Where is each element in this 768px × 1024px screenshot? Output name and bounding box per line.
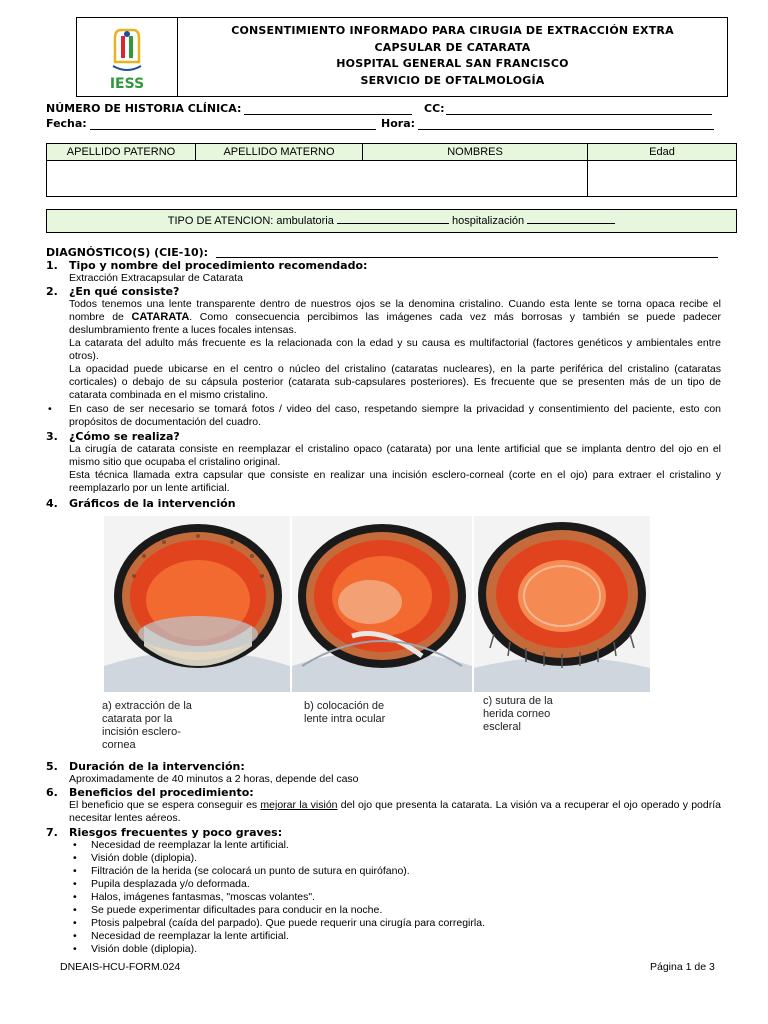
historia-field[interactable] [244,114,412,115]
section-5-text: Aproximadamente de 40 minutos a 2 horas, depende del caso [69,773,359,785]
diagnostico-field[interactable] [216,257,718,258]
bullet-icon: • [73,839,77,851]
tipo-atencion-label: TIPO DE ATENCION: ambulatoria [167,215,334,227]
section-4-num: 4. [46,497,58,510]
bullet-icon: • [73,878,77,890]
cc-label: CC: [424,102,445,115]
section-5-num: 5. [46,760,58,773]
section-7-list [69,839,721,956]
section-2-para-2: La catarata del adulto más frecuente es la relacionada con la edad y su causa es multifactorial (factores genéticos y ambientales entre otros). [69,337,721,362]
page-number: Página 1 de 3 [650,961,715,973]
caption-a: a) extracción de la catarata por la incisión esclero-cornea [102,700,192,751]
mejorar-vision-emphasis: mejorar la visión [260,799,338,811]
section-2-bullet: En caso de ser necesario se tomará fotos / video del caso, respetando siempre la privacidad y consentimiento del paciente, esto con propósitos de documentación del cuadro. [69,403,721,428]
section-2-para-3: La opacidad puede ubicarse en el centro o núcleo del cristalino (cataratas nucleares), en la parte periférica del cristalino (cataratas corticales) o debajo de su cápsula posterior (catarata sub-capsulares posteriores). Es frecuente que se presenten más de un tipo de catarata combinada en el mismo cristalino. [69,363,721,401]
hospitalizacion-label: hospitalización [451,215,525,227]
section-3-para-1: La cirugía de catarata consiste en reemplazar el cristalino opaco (catarata) por una lente artificial que se implanta dentro del ojo en el mismo sitio que ocupaba el cristalino original. [69,443,721,468]
risk-item: • Halos, imágenes fantasmas, "moscas volantes". [73,891,315,903]
iess-logo-text: IESS [109,76,145,92]
historia-label: NÚMERO DE HISTORIA CLÍNICA: [46,102,242,115]
cc-field[interactable] [446,114,712,115]
ambulatoria-field[interactable] [337,213,449,224]
title-line-3: HOSPITAL GENERAL SAN FRANCISCO [336,57,569,70]
section-4-title: Gráficos de la intervención [69,497,236,510]
caption-c: c) sutura de la herida corneo escleral [483,695,553,733]
header-nombres: NOMBRES [447,146,503,158]
title-line-4: SERVICIO DE OFTALMOLOGÍA [360,73,545,87]
section-2-title: ¿En qué consiste? [69,285,180,298]
illustration-extraction [104,516,290,692]
risk-item: • Pupila desplazada y/o deformada. [73,878,250,890]
risk-item: • Necesidad de reemplazar la lente artificial. [73,839,289,851]
section-7-title: Riesgos frecuentes y poco graves: [69,826,283,839]
risk-item: • Se puede experimentar dificultades para conducir en la noche. [73,904,383,916]
section-3-title: ¿Cómo se realiza? [69,430,180,443]
edad-field[interactable] [588,161,736,196]
form-code: DNEAIS-HCU-FORM.024 [60,961,181,973]
section-2-num: 2. [46,285,58,298]
title-line-2: CAPSULAR DE CATARATA [374,40,531,54]
fecha-label: Fecha: [46,117,87,130]
document-header [76,17,728,97]
section-1-text: Extracción Extracapsular de Catarata [69,272,243,284]
hora-label: Hora: [381,117,416,130]
bullet-icon: • [48,403,52,415]
caption-b: b) colocación de lente intra ocular [304,700,386,725]
section-3-num: 3. [46,430,58,443]
catarata-emphasis: CATARATA [131,311,190,323]
bullet-icon: • [73,865,77,877]
bullet-icon: • [73,943,77,955]
risk-item: • Filtración de la herida (se colocará un punto de sutura en quirófano). [73,865,410,877]
tipo-atencion-row [46,209,737,233]
risk-item: • Visión doble (diplopia). [73,852,198,864]
fecha-field[interactable] [90,129,376,130]
risk-item: • Ptosis palpebral (caída del parpado). Que puede requerir una cirugía para corregirla. [73,917,485,929]
section-6-num: 6. [46,786,58,799]
section-6-text: El beneficio que se espera conseguir es mejorar la visión del ojo que presenta la catarata. La visión va a recuperar el ojo operado y podría necesitar lentes aéreos. [69,799,721,824]
section-5-title: Duración de la intervención: [69,760,245,773]
header-edad: Edad [649,146,675,158]
title-line-1: CONSENTIMIENTO INFORMADO PARA CIRUGIA DE EXTRACCIÓN EXTRA [231,24,674,37]
bullet-icon: • [73,930,77,942]
bullet-icon: • [73,891,77,903]
section-1-num: 1. [46,259,58,272]
names-field[interactable] [47,161,587,196]
illustration-suture [474,516,650,692]
section-3-para-2: Esta técnica llamada extra capsular que consiste en realizar una incisión esclero-corneal (corte en el ojo) para extraer el cristalino y reemplazarlo por un lente artificial. [69,469,721,494]
hora-field[interactable] [418,129,714,130]
header-apellido-materno: APELLIDO MATERNO [223,146,335,158]
iess-logo [77,18,178,96]
header-apellido-paterno: APELLIDO PATERNO [66,146,176,158]
illustration-lens-placement [292,516,472,692]
bullet-icon: • [73,904,77,916]
diagnostico-label: DIAGNÓSTICO(S) (CIE-10): [46,246,209,259]
bullet-icon: • [73,917,77,929]
hospitalizacion-field[interactable] [527,213,615,224]
section-6-title: Beneficios del procedimiento: [69,786,254,799]
risk-item: • Visión doble (diplopia). [73,943,198,955]
patient-name-table [46,143,737,197]
bullet-icon: • [73,852,77,864]
section-2-para-1: Todos tenemos una lente transparente dentro de nuestros ojos se la denomina cristalino. Cuando esta lente se torna opaca recibe el nombre de CATARATA. Como consecuencia percibimos las imágenes cada vez más borrosas y también se puede padecer deslumbramiento frente a luces focales intensas. [69,298,721,336]
section-7-num: 7. [46,826,58,839]
section-1-title: Tipo y nombre del procedimiento recomendado: [69,259,368,272]
risk-item: • Necesidad de reemplazar la lente artificial. [73,930,289,942]
